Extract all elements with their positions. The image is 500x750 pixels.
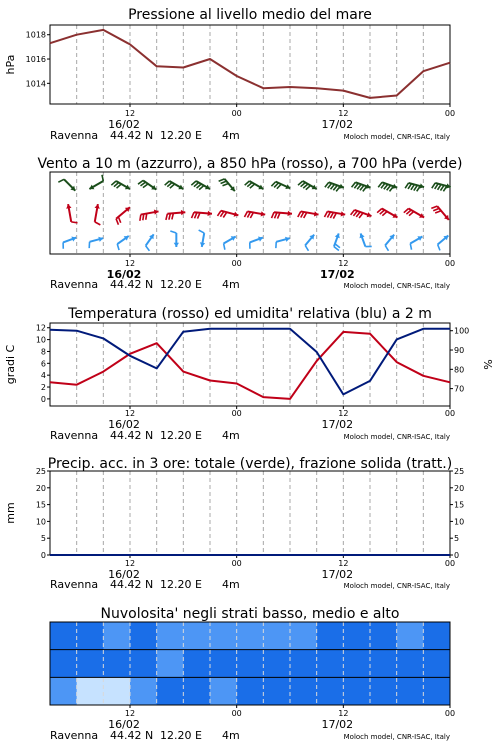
wind-barb xyxy=(325,182,344,191)
location-elevation: 4m xyxy=(222,278,240,291)
cloud-cell xyxy=(263,650,290,678)
y2-tick-label: 5 xyxy=(454,534,460,544)
location-lon: 12.20 E xyxy=(160,129,202,142)
x-tick-label: 00 xyxy=(231,709,242,718)
cloud-cell xyxy=(317,650,344,678)
cloud-cell xyxy=(237,622,264,650)
cloud-cell xyxy=(183,650,210,678)
barb-feather xyxy=(220,211,223,216)
barb-feather xyxy=(324,211,327,217)
y2-tick-label: 0 xyxy=(454,551,460,560)
wind-barb xyxy=(305,235,314,251)
date-label: 16/02 xyxy=(108,568,140,581)
wind-barb xyxy=(89,237,103,248)
wind-barb xyxy=(217,211,238,218)
date-label: 17/02 xyxy=(321,718,354,731)
y2-tick-label: 20 xyxy=(454,483,465,493)
barb-feather xyxy=(432,183,435,188)
cloud-cell xyxy=(397,622,424,650)
cloud-cell xyxy=(50,677,77,705)
x-tick-label: 12 xyxy=(124,559,136,568)
location-lat: 44.42 N xyxy=(110,429,154,442)
location-elevation: 4m xyxy=(222,729,240,742)
y2-tick-label: 80 xyxy=(454,365,465,375)
plot-frame xyxy=(50,471,450,555)
cloud-cell xyxy=(77,622,104,650)
wind-barb xyxy=(378,182,397,191)
barb-feather xyxy=(140,215,141,221)
panel-1 xyxy=(4,7,455,142)
location-name: Ravenna xyxy=(50,129,99,142)
barb-feather xyxy=(199,230,205,233)
barb-feather xyxy=(250,212,253,218)
barb-feather xyxy=(417,186,420,191)
wind-barb xyxy=(219,179,235,191)
x-tick-label: 12 xyxy=(338,109,349,118)
location-elevation: 4m xyxy=(222,578,240,591)
wind-barb xyxy=(146,234,154,251)
location-lon: 12.20 E xyxy=(160,578,202,591)
cloud-cell xyxy=(157,677,184,705)
wind-barb xyxy=(138,180,156,189)
y-axis-label: gradi C xyxy=(4,344,17,385)
y2-tick-label: 70 xyxy=(454,384,465,394)
cloud-cell xyxy=(343,622,370,650)
x-tick-label: 00 xyxy=(231,109,242,118)
date-label: 16/02 xyxy=(108,418,140,431)
barb-feather xyxy=(170,231,176,233)
barb-feather xyxy=(58,179,64,182)
wind-barb xyxy=(66,204,77,223)
date-label: 16/02 xyxy=(106,268,142,281)
cloud-cell xyxy=(370,650,397,678)
x-tick-label: 12 xyxy=(124,709,136,718)
wind-barb xyxy=(244,211,265,218)
location-lat: 44.42 N xyxy=(110,278,154,291)
x-tick-label: 00 xyxy=(444,409,456,418)
date-label: 16/02 xyxy=(108,118,140,131)
x-tick-label: 12 xyxy=(124,409,136,418)
barb-feather xyxy=(431,206,437,208)
cloud-cell xyxy=(290,622,317,650)
wind-barb xyxy=(63,237,76,249)
wind-barb xyxy=(272,211,292,219)
date-label: 17/02 xyxy=(321,118,354,131)
panel-title: Precip. acc. in 3 ore: totale (verde), frazione solida (tratt.) xyxy=(47,456,453,472)
barb-feather xyxy=(223,212,226,217)
y-tick-label: 4 xyxy=(40,371,46,381)
location-lat: 44.42 N xyxy=(110,129,154,142)
location-lon: 12.20 E xyxy=(160,429,202,442)
pressure-line xyxy=(50,30,450,98)
barb-feather xyxy=(224,244,225,250)
panel-title: Vento a 10 m (azzurro), a 850 hPa (rosso), a 700 hPa (verde) xyxy=(37,156,463,172)
barb-feather xyxy=(433,208,439,210)
location-name: Ravenna xyxy=(50,578,99,591)
barb-feather xyxy=(192,212,195,218)
x-tick-label: 12 xyxy=(124,259,136,268)
model-credit: Moloch model, CNR-ISAC, Italy xyxy=(343,133,450,141)
x-tick-label: 00 xyxy=(231,559,242,568)
cloud-cell xyxy=(343,650,370,678)
barb-feather xyxy=(304,212,307,218)
wind-barb xyxy=(410,236,422,249)
wind-barb xyxy=(377,209,397,218)
cloud-cell xyxy=(423,622,450,650)
barb-feather xyxy=(440,185,443,190)
y-tick-label: 8 xyxy=(40,347,46,357)
y-tick-label: 5 xyxy=(40,534,46,544)
y-tick-label: 1016 xyxy=(25,55,46,65)
y2-tick-label: 25 xyxy=(454,467,465,476)
barb-feather xyxy=(411,184,414,189)
wind-barb xyxy=(170,231,179,247)
y-tick-label: 10 xyxy=(35,517,46,527)
barb-feather xyxy=(435,184,438,189)
y-tick-label: 25 xyxy=(35,467,46,476)
wind-barb xyxy=(192,211,212,219)
cloud-cell xyxy=(103,622,130,650)
location-name: Ravenna xyxy=(50,278,99,291)
wind-barb xyxy=(352,182,371,191)
cloud-cell xyxy=(210,622,237,650)
barb-feather xyxy=(221,181,227,183)
barb-feather xyxy=(385,245,388,250)
y2-tick-label: 10 xyxy=(454,517,465,527)
cloud-cell xyxy=(77,677,104,705)
panel-5 xyxy=(50,606,455,742)
cloud-cell xyxy=(290,650,317,678)
barb-feather xyxy=(405,183,408,188)
barb-feather xyxy=(301,212,304,218)
cloud-cell xyxy=(77,650,104,678)
cloud-cell xyxy=(343,677,370,705)
cloud-cell xyxy=(103,677,130,705)
panel-2 xyxy=(37,156,462,291)
cloud-cell xyxy=(210,677,237,705)
barb-feather xyxy=(95,222,101,225)
cloud-cell xyxy=(183,677,210,705)
wind-barb xyxy=(276,237,290,248)
date-label: 17/02 xyxy=(320,268,355,281)
barb-feather xyxy=(305,245,308,250)
humidity-line xyxy=(50,329,450,395)
x-tick-label: 00 xyxy=(231,259,242,268)
barb-head xyxy=(174,243,179,247)
y-axis-label: hPa xyxy=(4,54,17,75)
plot-frame xyxy=(50,25,450,104)
x-tick-label: 00 xyxy=(231,409,242,418)
barb-feather xyxy=(219,179,225,181)
location-name: Ravenna xyxy=(50,429,99,442)
wind-barb xyxy=(58,179,75,190)
model-credit: Moloch model, CNR-ISAC, Italy xyxy=(343,582,450,590)
location-lon: 12.20 E xyxy=(160,729,202,742)
panel-title: Nuvolosita' negli strati basso, medio e alto xyxy=(100,606,400,622)
barb-feather xyxy=(438,184,441,189)
barb-feather xyxy=(327,212,330,218)
wind-barb xyxy=(224,236,236,249)
wind-barb xyxy=(95,204,101,225)
barb-feather xyxy=(298,211,301,217)
wind-barb xyxy=(438,236,449,251)
barb-feather xyxy=(330,212,333,218)
cloud-cell xyxy=(397,677,424,705)
x-tick-label: 12 xyxy=(338,259,349,268)
y2-tick-label: 90 xyxy=(454,346,465,356)
cloud-cell xyxy=(157,622,184,650)
y-tick-label: 20 xyxy=(35,483,46,493)
y-tick-label: 15 xyxy=(35,500,46,510)
barb-feather xyxy=(71,222,77,223)
model-credit: Moloch model, CNR-ISAC, Italy xyxy=(343,433,450,441)
panel-title: Temperatura (rosso) ed umidita' relativa (blu) a 2 m xyxy=(68,306,432,322)
cloud-cell xyxy=(237,677,264,705)
x-tick-label: 00 xyxy=(444,259,456,268)
barb-feather xyxy=(272,212,275,218)
y-tick-label: 2 xyxy=(40,383,46,393)
barb-feather xyxy=(435,211,441,213)
wind-barb xyxy=(385,235,394,251)
date-label: 16/02 xyxy=(108,718,140,731)
wind-barb xyxy=(165,181,184,189)
plot-frame xyxy=(50,323,450,406)
model-credit: Moloch model, CNR-ISAC, Italy xyxy=(343,282,450,290)
panel-title: Pressione al livello medio del mare xyxy=(128,7,372,23)
y-tick-label: 1018 xyxy=(25,30,46,40)
cloud-cell xyxy=(263,677,290,705)
barb-feather xyxy=(408,184,411,189)
cloud-cell xyxy=(263,622,290,650)
date-label: 17/02 xyxy=(321,568,354,581)
location-elevation: 4m xyxy=(222,429,240,442)
cloud-cell xyxy=(317,622,344,650)
barb-feather xyxy=(117,244,119,250)
cloud-cell xyxy=(130,677,157,705)
cloud-cell xyxy=(290,677,317,705)
cloud-cell xyxy=(423,677,450,705)
barb-feather xyxy=(222,183,228,185)
panel-4 xyxy=(4,456,464,591)
wind-barb xyxy=(166,210,185,220)
wind-barb xyxy=(271,182,290,189)
barb-feather xyxy=(116,219,118,225)
cloud-cell xyxy=(157,650,184,678)
x-tick-label: 00 xyxy=(444,109,456,118)
location-lat: 44.42 N xyxy=(110,578,154,591)
barb-feather xyxy=(438,244,440,250)
cloud-cell xyxy=(103,650,130,678)
x-tick-label: 12 xyxy=(124,109,136,118)
location-name: Ravenna xyxy=(50,729,99,742)
location-lat: 44.42 N xyxy=(110,729,154,742)
cloud-cell xyxy=(210,650,237,678)
barb-feather xyxy=(410,244,411,250)
cloud-cell xyxy=(370,677,397,705)
barb-feather xyxy=(443,186,446,191)
cloud-cell xyxy=(183,622,210,650)
wind-barb xyxy=(199,230,206,247)
barb-feather xyxy=(118,217,120,223)
wind-barb xyxy=(245,181,264,189)
cloud-cell xyxy=(317,677,344,705)
cloud-cell xyxy=(130,650,157,678)
barb-feather xyxy=(166,214,167,220)
y2-tick-label: 100 xyxy=(454,326,470,336)
wind-barb xyxy=(431,206,448,220)
cloud-cell xyxy=(397,650,424,678)
location-elevation: 4m xyxy=(222,129,240,142)
barb-feather xyxy=(244,211,247,217)
cloud-cell xyxy=(130,622,157,650)
wind-barb xyxy=(117,236,128,250)
barb-feather xyxy=(143,214,144,220)
y-tick-label: 0 xyxy=(40,394,46,404)
location-lon: 12.20 E xyxy=(160,278,202,291)
wind-barb xyxy=(191,181,210,190)
y-axis-label: mm xyxy=(4,502,17,524)
cloud-cell xyxy=(237,650,264,678)
y2-tick-label: 15 xyxy=(454,500,465,510)
wind-barb xyxy=(298,211,319,218)
y-tick-label: 12 xyxy=(35,323,46,333)
wind-barb xyxy=(116,207,130,224)
y-tick-label: 1014 xyxy=(25,79,46,89)
x-tick-label: 00 xyxy=(444,709,456,718)
wind-barb xyxy=(432,183,451,191)
barb-feather xyxy=(333,213,336,219)
cloud-cell xyxy=(50,622,77,650)
barb-feather xyxy=(414,185,417,190)
y-tick-label: 0 xyxy=(40,551,46,560)
barb-feather xyxy=(247,212,250,218)
barb-feather xyxy=(217,211,220,216)
x-tick-label: 12 xyxy=(338,709,349,718)
barb-feather xyxy=(146,214,147,220)
wind-barb xyxy=(111,181,130,189)
barb-feather xyxy=(146,246,150,251)
cloud-cell xyxy=(370,622,397,650)
wind-barb xyxy=(405,183,424,191)
wind-barb xyxy=(89,175,103,189)
x-tick-label: 00 xyxy=(444,559,456,568)
wind-barb xyxy=(298,181,317,190)
date-label: 17/02 xyxy=(321,418,354,431)
wind-barb xyxy=(140,210,159,221)
x-tick-label: 12 xyxy=(338,559,349,568)
y2-axis-label: % xyxy=(482,359,495,370)
wind-barb xyxy=(351,210,372,218)
wind-barb xyxy=(404,209,424,218)
panel-3 xyxy=(4,306,495,442)
cloud-cell xyxy=(50,650,77,678)
model-credit: Moloch model, CNR-ISAC, Italy xyxy=(343,733,450,741)
wind-barb xyxy=(324,211,345,218)
y-tick-label: 6 xyxy=(40,359,46,369)
wind-barb xyxy=(250,237,263,249)
x-tick-label: 12 xyxy=(338,409,349,418)
y-tick-label: 10 xyxy=(35,335,46,345)
wind-barb xyxy=(334,233,340,250)
cloud-cell xyxy=(423,650,450,678)
